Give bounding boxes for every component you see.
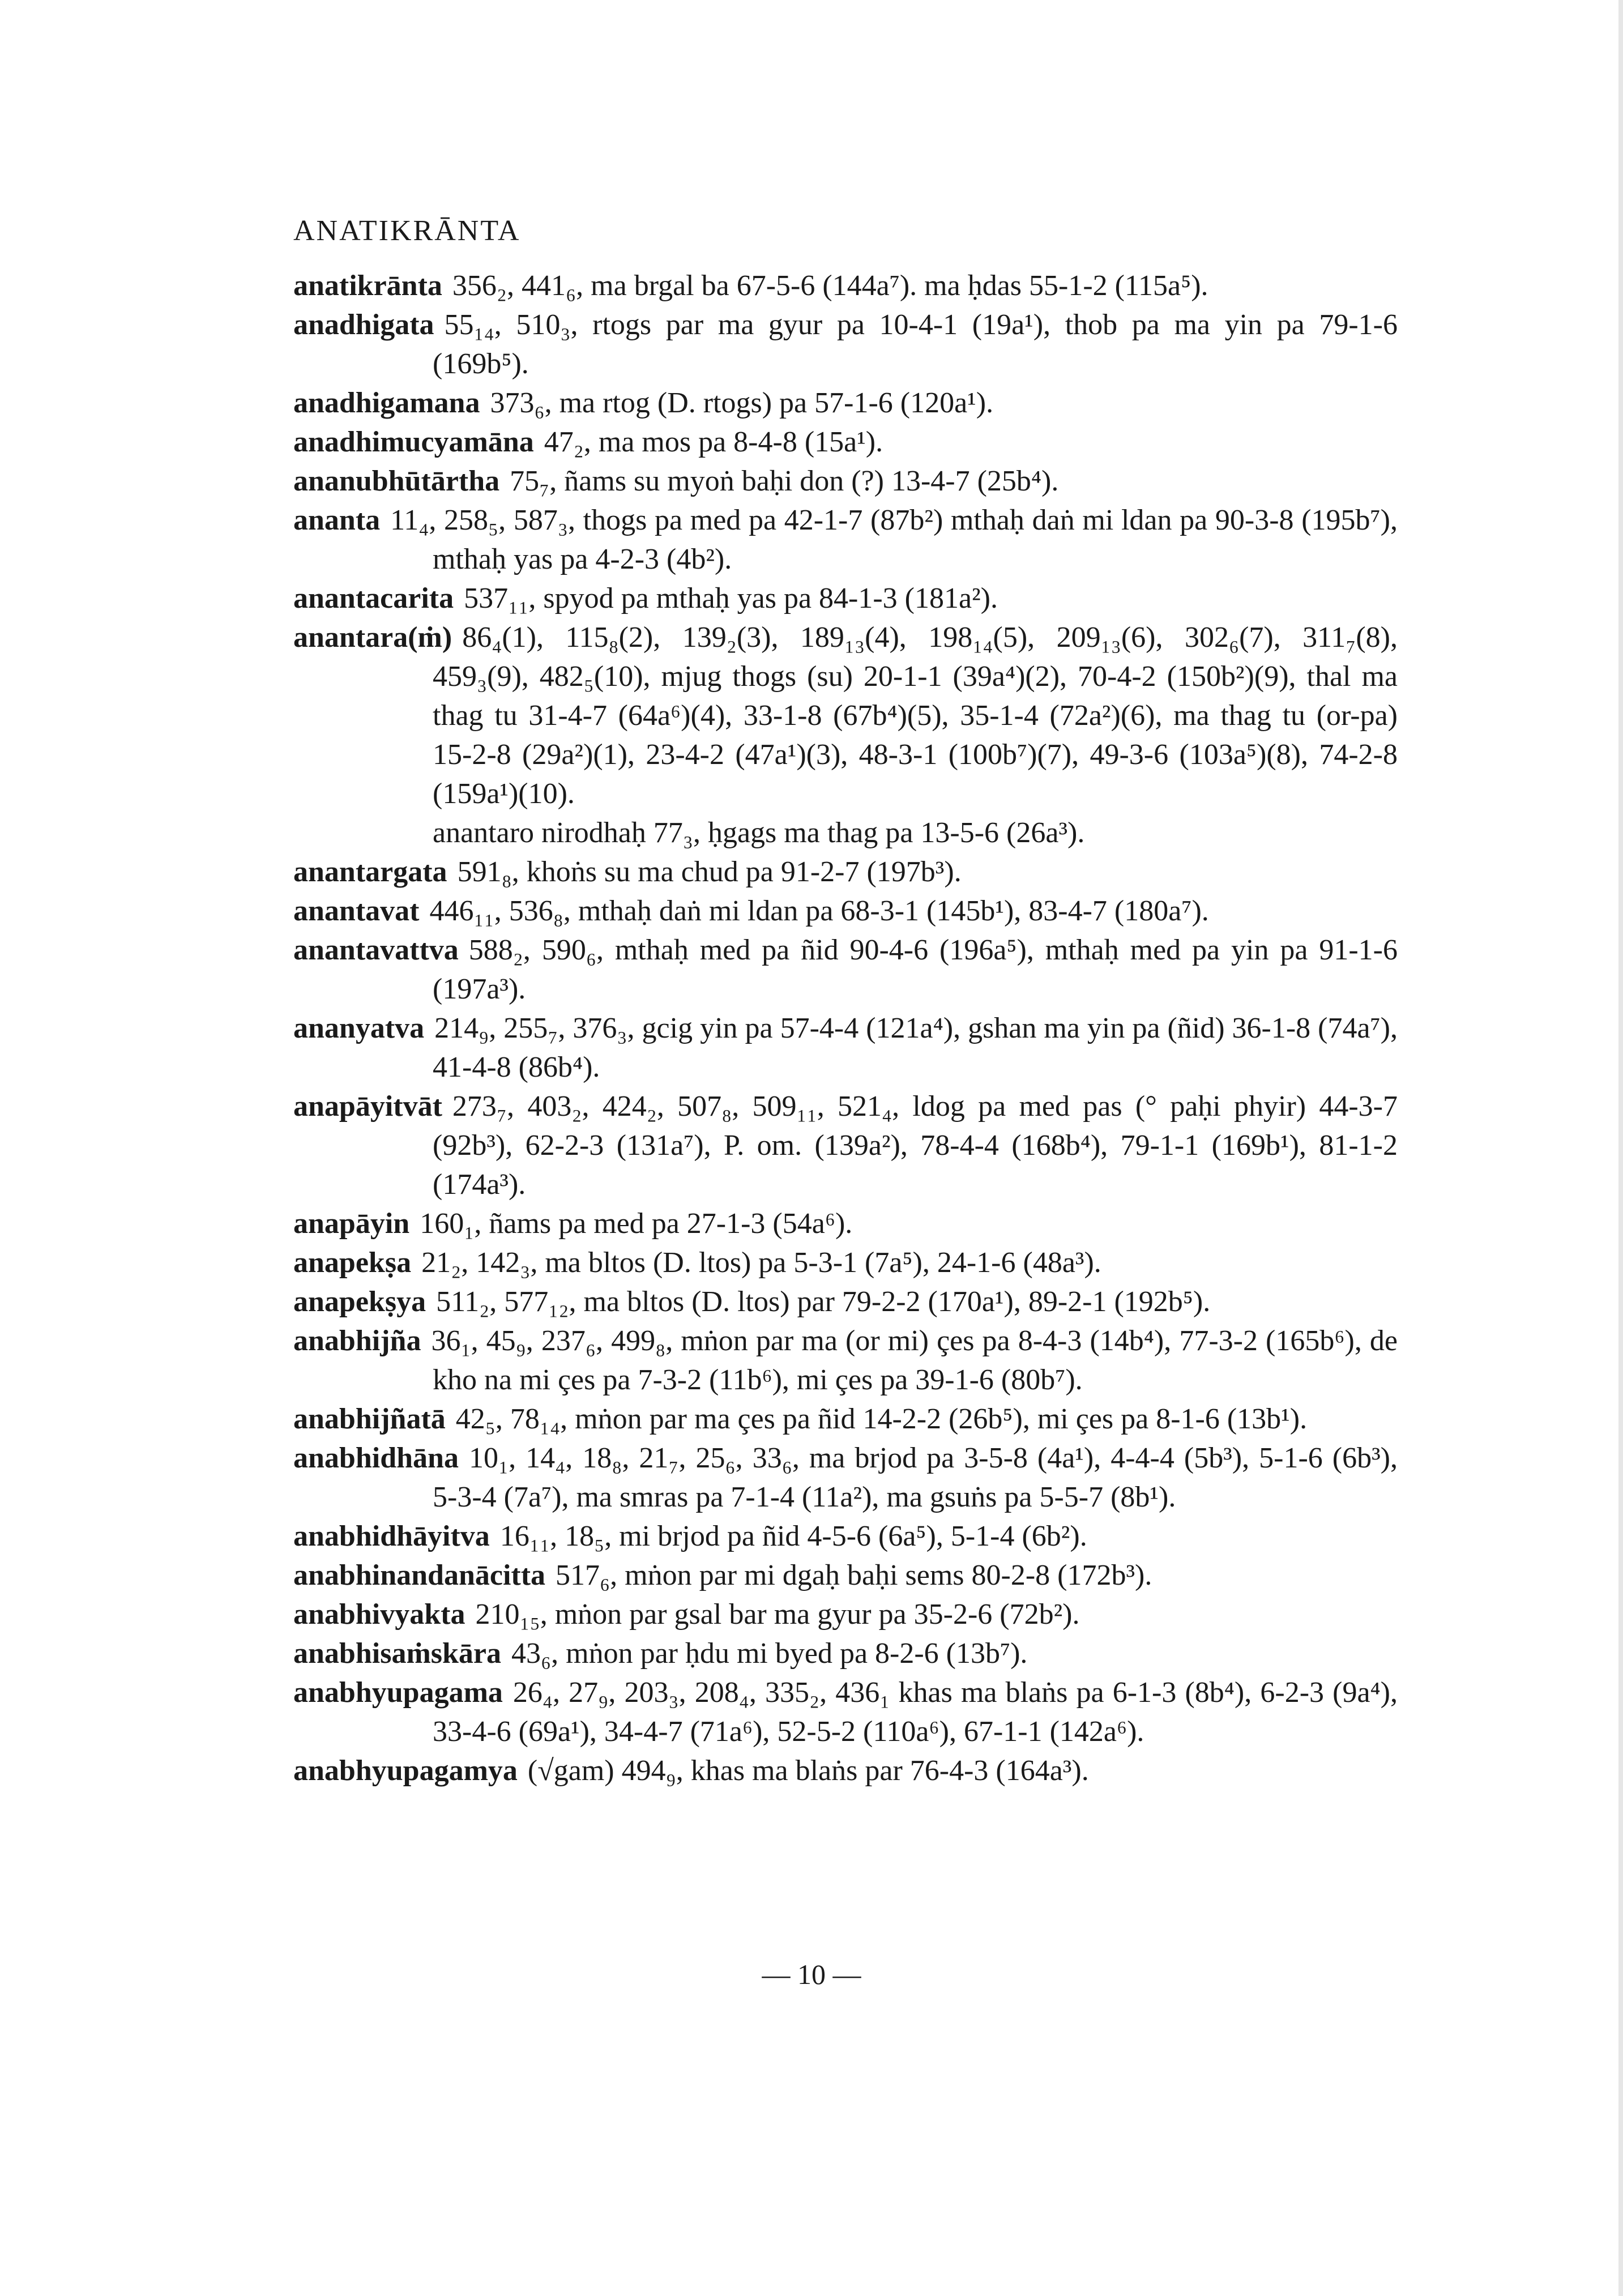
entry-text: 273₇, 403₂, 424₂, 507₈, 509₁₁, 521₄, ldog pa med pas (° paḥi phyir) 44-3-7 (92b³), 62-2-3 (131a⁷), P. om. (139a²), 78-4-4 (168b⁴), 79-1-1 (169b¹), 81-1-2 (174a³). xyxy=(433,1090,1398,1201)
entry-text: 42₅, 78₁₄, mṅon par ma çes pa ñid 14-2-2 (26b⁵), mi çes pa 8-1-6 (13b¹). xyxy=(455,1403,1308,1435)
entry xyxy=(293,1204,1398,1243)
entry-text: 11₄, 258₅, 587₃, thogs pa med pa 42-1-7 (87b²) mthaḥ daṅ mi ldan pa 90-3-8 (195b⁷), mthaḥ yas pa 4-2-3 (4b²). xyxy=(390,504,1398,575)
entry-text: 373₆, ma rtog (D. rtogs) pa 57-1-6 (120a¹). xyxy=(490,387,994,419)
entry xyxy=(293,1399,1398,1439)
entry xyxy=(293,1009,1398,1087)
headword: anatikrānta xyxy=(293,270,442,302)
scan-edge xyxy=(1618,0,1623,2296)
headword: anadhimucyamāna xyxy=(293,426,534,458)
headword: anabhidhāna xyxy=(293,1442,459,1474)
headword: anantavat xyxy=(293,895,420,927)
headword: anabhijñatā xyxy=(293,1403,446,1435)
entry-text: 588₂, 590₆, mthaḥ med pa ñid 90-4-6 (196a⁵), mthaḥ med pa yin pa 91-1-6 (197a³). xyxy=(433,934,1398,1005)
headword: anabhisaṁskāra xyxy=(293,1637,501,1670)
entry xyxy=(293,1556,1398,1595)
headword: anabhijña xyxy=(293,1325,421,1357)
entry-list xyxy=(293,266,1398,1790)
entry xyxy=(293,266,1398,305)
entry xyxy=(293,579,1398,618)
entry-text: (√gam) 494₉, khas ma blaṅs par 76-4-3 (164a³). xyxy=(527,1755,1089,1787)
entry xyxy=(293,1087,1398,1204)
headword: anabhivyakta xyxy=(293,1598,465,1631)
headword: anabhidhāyitva xyxy=(293,1520,490,1552)
headword: ananyatva xyxy=(293,1012,425,1044)
headword: anabhyupagama xyxy=(293,1676,503,1709)
headword: anapāyin xyxy=(293,1207,410,1240)
entry xyxy=(293,618,1398,813)
entry xyxy=(293,1282,1398,1321)
headword: anapekṣa xyxy=(293,1247,412,1279)
page-header: ANATIKRĀNTA xyxy=(293,215,521,247)
headword: anabhinandanācitta xyxy=(293,1559,546,1591)
entry xyxy=(293,1321,1398,1399)
entry-text: 446₁₁, 536₈, mthaḥ daṅ mi ldan pa 68-3-1 (145b¹), 83-4-7 (180a⁷). xyxy=(429,895,1209,927)
entry xyxy=(293,1517,1398,1556)
entry-text: 47₂, ma mos pa 8-4-8 (15a¹). xyxy=(544,426,883,458)
entry-text: 537₁₁, spyod pa mthaḥ yas pa 84-1-3 (181a²). xyxy=(464,582,998,614)
headword: anapāyitvāt xyxy=(293,1090,442,1123)
entry-text: 214₉, 255₇, 376₃, gcig yin pa 57-4-4 (121a⁴), gshan ma yin pa (ñid) 36-1-8 (74a⁷), 41-4-8 (86b⁴). xyxy=(433,1012,1398,1083)
headword: anapekṣya xyxy=(293,1286,426,1318)
headword: anantara(ṁ) xyxy=(293,621,452,654)
entry-text: 21₂, 142₃, ma bltos (D. ltos) pa 5-3-1 (7a⁵), 24-1-6 (48a³). xyxy=(421,1247,1101,1279)
headword: anantavattva xyxy=(293,934,459,966)
entry-text: 75₇, ñams su myoṅ baḥi don (?) 13-4-7 (25b⁴). xyxy=(510,465,1059,497)
entry xyxy=(293,501,1398,579)
entry xyxy=(293,423,1398,462)
entry xyxy=(293,1673,1398,1751)
entry-text: 16₁₁, 18₅, mi brjod pa ñid 4-5-6 (6a⁵), 5-1-4 (6b²). xyxy=(499,1520,1087,1552)
entry-text: 43₆, mṅon par ḥdu mi byed pa 8-2-6 (13b⁷). xyxy=(511,1637,1028,1670)
entry-text: 356₂, 441₆, ma brgal ba 67-5-6 (144a⁷). ma ḥdas 55-1-2 (115a⁵). xyxy=(452,270,1208,302)
entry-text: 517₆, mṅon par mi dgaḥ baḥi sems 80-2-8 (172b³). xyxy=(556,1559,1152,1591)
entry xyxy=(293,1751,1398,1790)
entry xyxy=(293,1439,1398,1517)
entry-text: 26₄, 27₉, 203₃, 208₄, 335₂, 436₁ khas ma blaṅs pa 6-1-3 (8b⁴), 6-2-3 (9a⁴), 33-4-6 (69a¹), 34-4-7 (71a⁶), 52-5-2 (110a⁶), 67-1-1 (142a⁶). xyxy=(433,1676,1398,1748)
headword: anadhigata xyxy=(293,309,434,341)
headword: anadhigamana xyxy=(293,387,480,419)
entry xyxy=(293,1243,1398,1282)
entry xyxy=(293,462,1398,501)
entry-text: 511₂, 577₁₂, ma bltos (D. ltos) par 79-2-2 (170a¹), 89-2-1 (192b⁵). xyxy=(436,1286,1211,1318)
entry-text: 36₁, 45₉, 237₆, 499₈, mṅon par ma (or mi) çes pa 8-4-3 (14b⁴), 77-3-2 (165b⁶), de kho na mi çes pa 7-3-2 (11b⁶), mi çes pa 39-1-6 (80b⁷). xyxy=(431,1325,1398,1396)
entry xyxy=(293,383,1398,423)
entry xyxy=(293,1595,1398,1634)
entry-text: 86₄(1), 115₈(2), 139₂(3), 189₁₃(4), 198₁₄(5), 209₁₃(6), 302₆(7), 311₇(8), 459₃(9), 482₅(10), mjug thogs (su) 20-1-1 (39a⁴)(2), 70-4-2 (150b²)(9), thal ma thag tu 31-4-7 (64a⁶)(4), 33-1-8 (67b⁴)(5), 35-1-4 (72a²)(6), ma thag tu (or-pa) 15-2-8 (29a²)(1), 23-4-2 (47a¹)(3), 48-3-1 (100b⁷)(7), 49-3-6 (103a⁵)(8), 74-2-8 (159a¹)(10). xyxy=(433,621,1398,810)
headword: anantargata xyxy=(293,856,447,888)
page-number: — 10 — xyxy=(762,1958,861,1990)
entry xyxy=(293,852,1398,891)
entry-text: 160₁, ñams pa med pa 27-1-3 (54a⁶). xyxy=(420,1207,853,1240)
entry xyxy=(293,1634,1398,1673)
entry-text: 10₁, 14₄, 18₈, 21₇, 25₆, 33₆, ma brjod pa 3-5-8 (4a¹), 4-4-4 (5b³), 5-1-6 (6b³), 5-3-4 (7a⁷), ma smras pa 7-1-4 (11a²), ma gsuṅs pa 5-5-7 (8b¹). xyxy=(433,1442,1398,1513)
entry xyxy=(293,305,1398,383)
headword: ananta xyxy=(293,504,381,536)
headword: ananubhūtārtha xyxy=(293,465,500,497)
sub-entry: anantaro nirodhaḥ 77₃, ḥgags ma thag pa 13-5-6 (26a³). xyxy=(433,817,1085,849)
entry xyxy=(293,931,1398,1009)
headword: anabhyupagamya xyxy=(293,1755,518,1787)
entry-text: 210₁₅, mṅon par gsal bar ma gyur pa 35-2-6 (72b²). xyxy=(475,1598,1080,1631)
entry-text: 55₁₄, 510₃, rtogs par ma gyur pa 10-4-1 (19a¹), thob pa ma yin pa 79-1-6 (169b⁵). xyxy=(433,309,1398,380)
entry xyxy=(293,891,1398,931)
entry-text: 591₈, khoṅs su ma chud pa 91-2-7 (197b³). xyxy=(457,856,962,888)
headword: anantacarita xyxy=(293,582,454,614)
